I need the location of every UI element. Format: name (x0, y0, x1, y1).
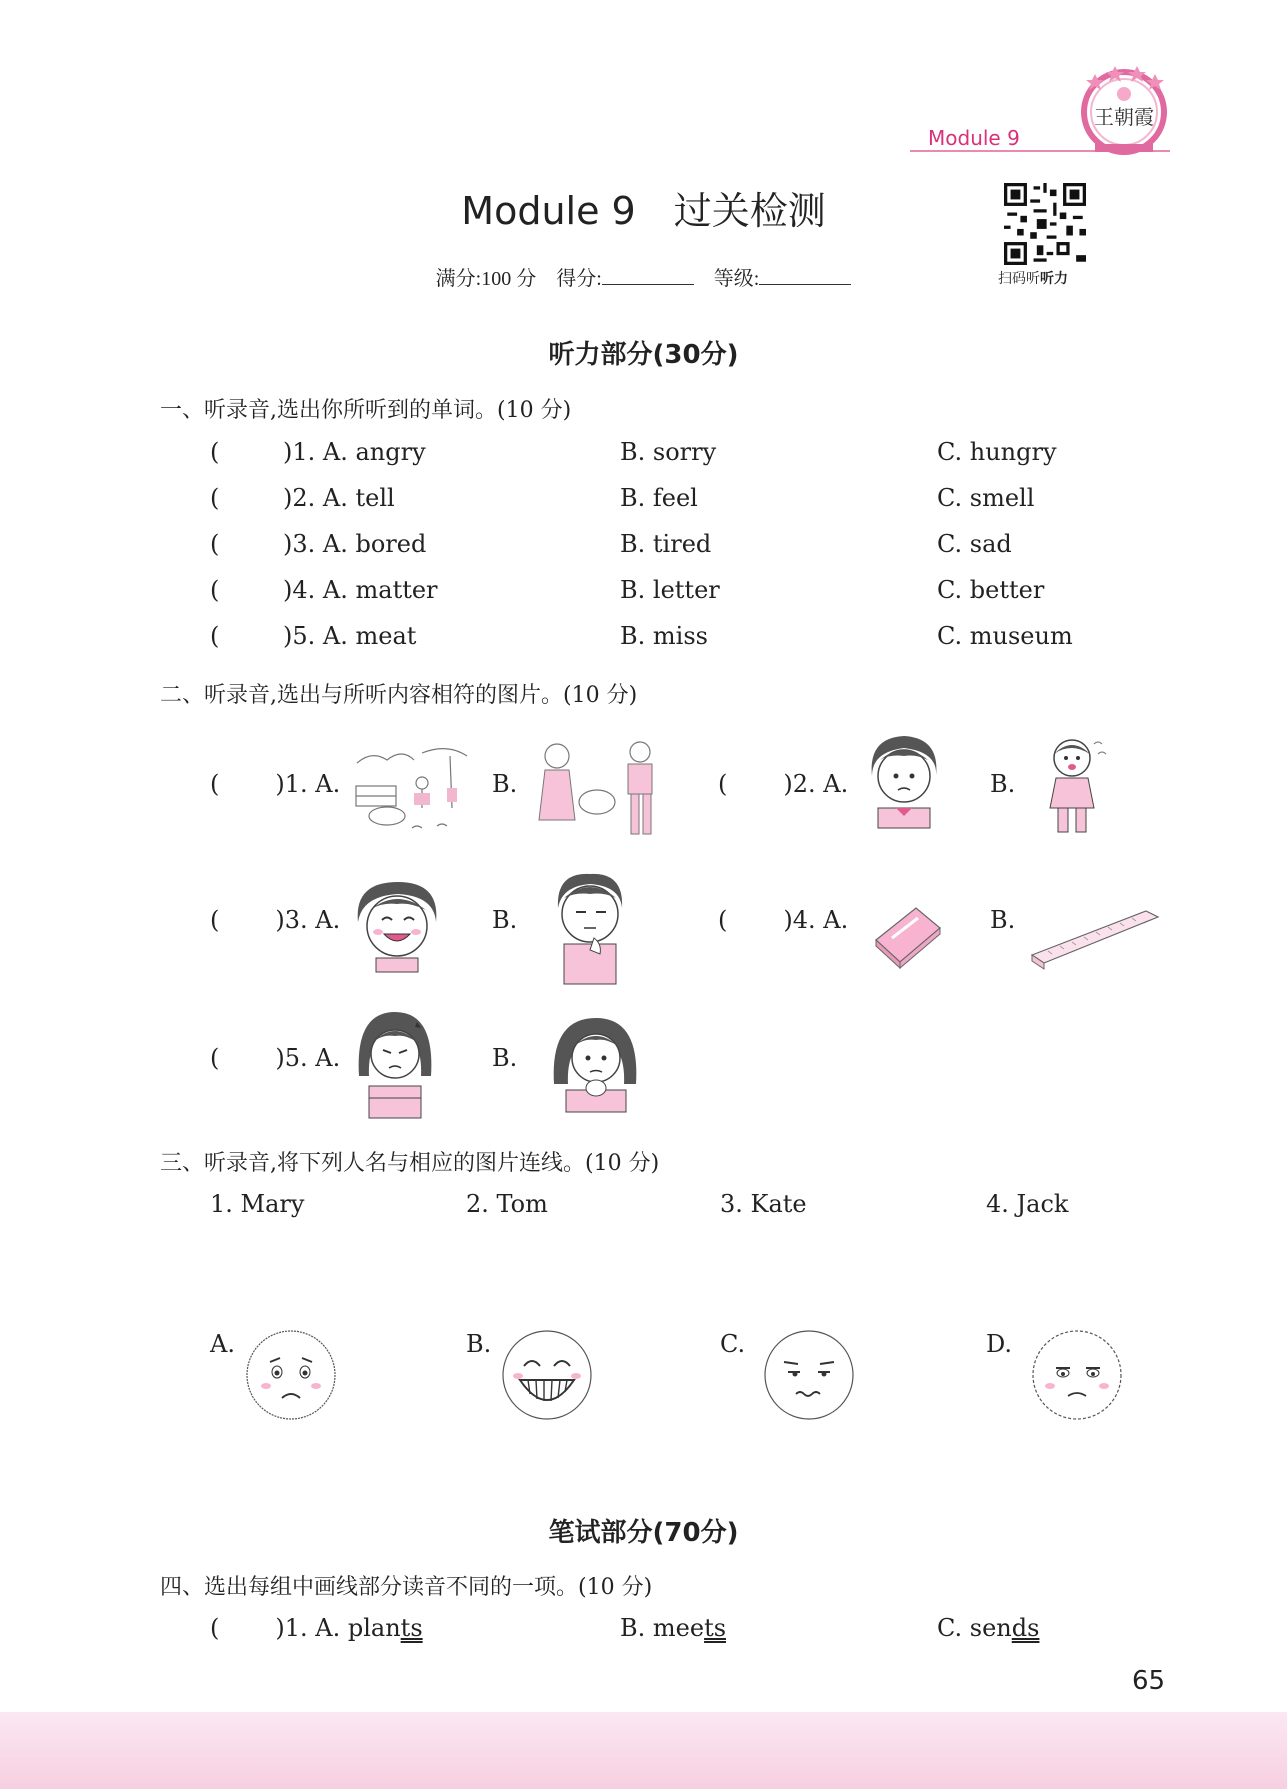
publisher-logo (1075, 60, 1173, 158)
page-number: 65 (1132, 1666, 1166, 1696)
q1-row-4: ( )4. A. matter (210, 576, 438, 604)
answer-paren[interactable]: ( (210, 622, 220, 650)
q4-heading: 四、选出每组中画线部分读音不同的一项。(10 分) (160, 1575, 653, 1600)
q2-4-label-b: B. (990, 906, 1016, 934)
q1-2-option-c: C. smell (937, 484, 1035, 512)
unsure-face-image[interactable] (762, 1328, 856, 1422)
underlined-part-c: ds (1011, 1614, 1040, 1642)
q2-2-label-b: B. (990, 770, 1016, 798)
q2-item-2: ( )2. A. (718, 770, 849, 798)
q2-heading: 二、听录音,选出与所听内容相符的图片。(10 分) (160, 683, 638, 708)
svg-text:王朝霞: 王朝霞 (1094, 105, 1154, 129)
q3-name-2[interactable]: 2. Tom (466, 1190, 548, 1218)
q1-row-2: ( )2. A. tell (210, 484, 395, 512)
farm-scene-image[interactable] (352, 738, 477, 836)
q1-5-option-b: B. miss (620, 622, 708, 650)
answer-paren[interactable]: ( (210, 1044, 220, 1072)
answer-paren[interactable]: ( (718, 906, 728, 934)
laughing-face-image[interactable] (500, 1328, 594, 1422)
answer-paren[interactable]: ( (210, 438, 220, 466)
answer-paren[interactable]: ( (210, 530, 220, 558)
q2-item-5: ( )5. A. (210, 1044, 341, 1072)
q1-1-option-c: C. hungry (937, 438, 1057, 466)
q2-item-3: ( )3. A. (210, 906, 341, 934)
grade-blank[interactable] (759, 266, 851, 285)
tired-face-image[interactable] (1030, 1328, 1124, 1422)
q1-3-option-c: C. sad (937, 530, 1012, 558)
underlined-part-a: ts (400, 1614, 423, 1642)
q3-name-1[interactable]: 1. Mary (210, 1190, 305, 1218)
score-label: 得分: (556, 268, 602, 290)
writing-section-title: 笔试部分(70分) (548, 1518, 739, 1548)
q3-face-label-a: A. (210, 1330, 235, 1358)
q1-heading: 一、听录音,选出你所听到的单词。(10 分) (160, 398, 572, 423)
answer-paren[interactable]: ( (210, 484, 220, 512)
q4-1-option-b: B. meets (620, 1614, 727, 1642)
q4-row-1: ( )1. A. plants (210, 1614, 423, 1642)
q1-row-3: ( )3. A. bored (210, 530, 427, 558)
sad-boy-image[interactable] (866, 730, 941, 830)
bored-boy-image[interactable] (546, 868, 631, 988)
listening-section-title: 听力部分(30分) (548, 340, 739, 370)
page-title: Module 9 过关检测 (461, 189, 826, 233)
footer-band (0, 1712, 1287, 1789)
worried-girl-image[interactable] (548, 1014, 643, 1114)
q1-2-option-b: B. feel (620, 484, 698, 512)
score-line (0, 262, 1287, 291)
q2-3-label-b: B. (492, 906, 518, 934)
q1-row-1: ( )1. A. angry (210, 438, 426, 466)
full-score: 满分:100 分 (435, 268, 537, 290)
q3-face-label-c: C. (720, 1330, 746, 1358)
angry-girl-image[interactable] (355, 1006, 435, 1121)
worried-face-image[interactable] (244, 1328, 338, 1422)
q2-1-label-b: B. (492, 770, 518, 798)
q3-face-label-d: D. (986, 1330, 1013, 1358)
answer-paren[interactable]: ( (210, 576, 220, 604)
happy-boy-image[interactable] (350, 876, 445, 976)
q2-item-4: ( )4. A. (718, 906, 849, 934)
score-blank[interactable] (602, 266, 694, 285)
ruler-image[interactable] (1028, 905, 1160, 971)
module-tag: Module 9 (928, 126, 1020, 150)
underlined-part-b: ts (704, 1614, 727, 1642)
q1-1-option-b: B. sorry (620, 438, 717, 466)
qr-caption: 扫码听听力 (998, 271, 1068, 287)
answer-paren[interactable]: ( (210, 1614, 220, 1642)
answer-paren[interactable]: ( (210, 906, 220, 934)
q3-name-3[interactable]: 3. Kate (720, 1190, 807, 1218)
q2-item-1: ( )1. A. (210, 770, 341, 798)
q1-3-option-b: B. tired (620, 530, 712, 558)
grandma-grandpa-image[interactable] (525, 734, 665, 838)
q1-4-option-b: B. letter (620, 576, 720, 604)
q2-5-label-b: B. (492, 1044, 518, 1072)
sick-boy-image[interactable] (1040, 734, 1112, 842)
q4-1-option-c: C. sends (937, 1614, 1040, 1642)
q3-name-4[interactable]: 4. Jack (986, 1190, 1069, 1218)
q3-heading: 三、听录音,将下列人名与相应的图片连线。(10 分) (160, 1151, 660, 1176)
q1-5-option-c: C. museum (937, 622, 1073, 650)
q1-row-5: ( )5. A. meat (210, 622, 417, 650)
answer-paren[interactable]: ( (718, 770, 728, 798)
q1-4-option-c: C. better (937, 576, 1045, 604)
q3-face-label-b: B. (466, 1330, 492, 1358)
answer-paren[interactable]: ( (210, 770, 220, 798)
grade-label: 等级: (713, 268, 760, 290)
eraser-image[interactable] (870, 900, 945, 970)
